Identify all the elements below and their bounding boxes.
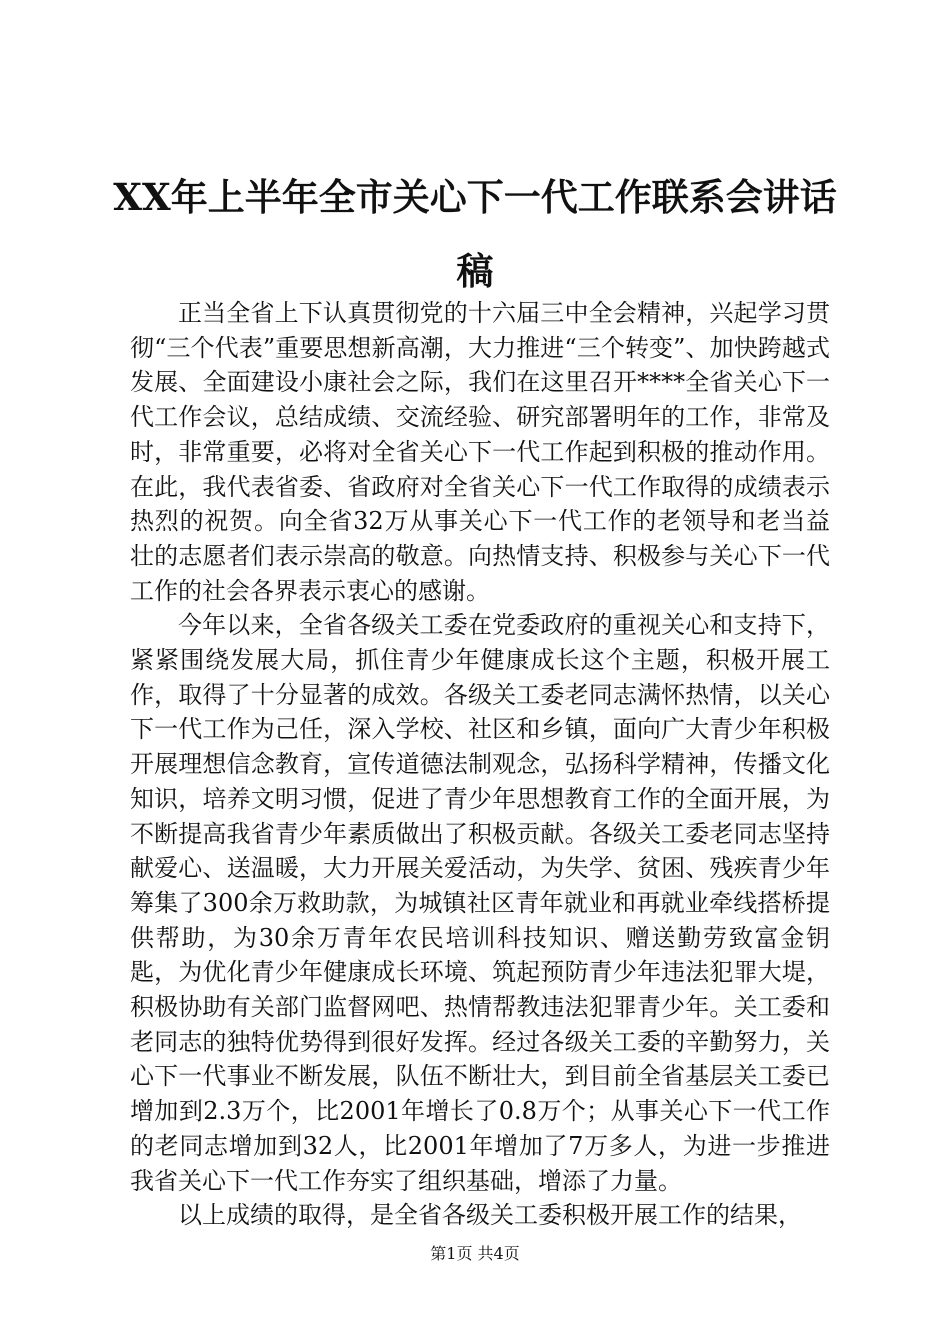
paragraph-2: 今年以来，全省各级关工委在党委政府的重视关心和支持下，紧紧围绕发展大局，抓住青少年健康成长这个主题，积极开展工作，取得了十分显著的成效。各级关工委老同志满怀热情，以关心下一代工作为己任，深入学校、社区和乡镇，面向广大青少年积极开展理想信念教育，宣传道德法制观念，弘扬科学精神，传播文化知识，培养文明习惯，促进了青少年思想教育工作的全面开展，为不断提高我省青少年素质做出了积极贡献。各级关工委老同志坚持献爱心、送温暖，大力开展关爱活动，为失学、贫困、残疾青少年筹集了300余万救助款，为城镇社区青年就业和再就业牵线搭桥提供帮助，为30余万青年农民培训科技知识、赠送勤劳致富金钥匙，为优化青少年健康成长环境、筑起预防青少年违法犯罪大堤，积极协助有关部门监督网吧、热情帮教违法犯罪青少年。关工委和老同志的独特优势得到很好发挥。经过各级关工委的辛勤努力，关心下一代事业不断发展，队伍不断壮大，到目前全省基层关工委已增加到2.3万个，比2001年增长了0.8万个；从事关心下一代工作的老同志增加到32人，比2001年增加了7万多人，为进一步推进我省关心下一代工作夯实了组织基础，增添了力量。: [130, 611, 830, 1195]
page-number-footer: 第1页 共4页: [430, 1244, 520, 1263]
document-body: [130, 296, 830, 1233]
paragraph-3: 以上成绩的取得，是全省各级关工委积极开展工作的结果，: [178, 1201, 802, 1230]
paragraph-1: 正当全省上下认真贯彻党的十六届三中全会精神，兴起学习贯彻“三个代表”重要思想新高潮，大力推进“三个转变”、加快跨越式发展、全面建设小康社会之际，我们在这里召开****全省关心下一代工作会议，总结成绩、交流经验、研究部署明年的工作，非常及时，非常重要，必将对全省关心下一代工作起到积极的推动作用。在此，我代表省委、省政府对全省关心下一代工作取得的成绩表示热烈的祝贺。向全省32万从事关心下一代工作的老领导和老当益壮的志愿者们表示崇高的敬意。向热情支持、积极参与关心下一代工作的社会各界表示衷心的感谢。: [130, 299, 830, 605]
document-title: XX年上半年全市关心下一代工作联系会讲话稿: [113, 175, 837, 293]
